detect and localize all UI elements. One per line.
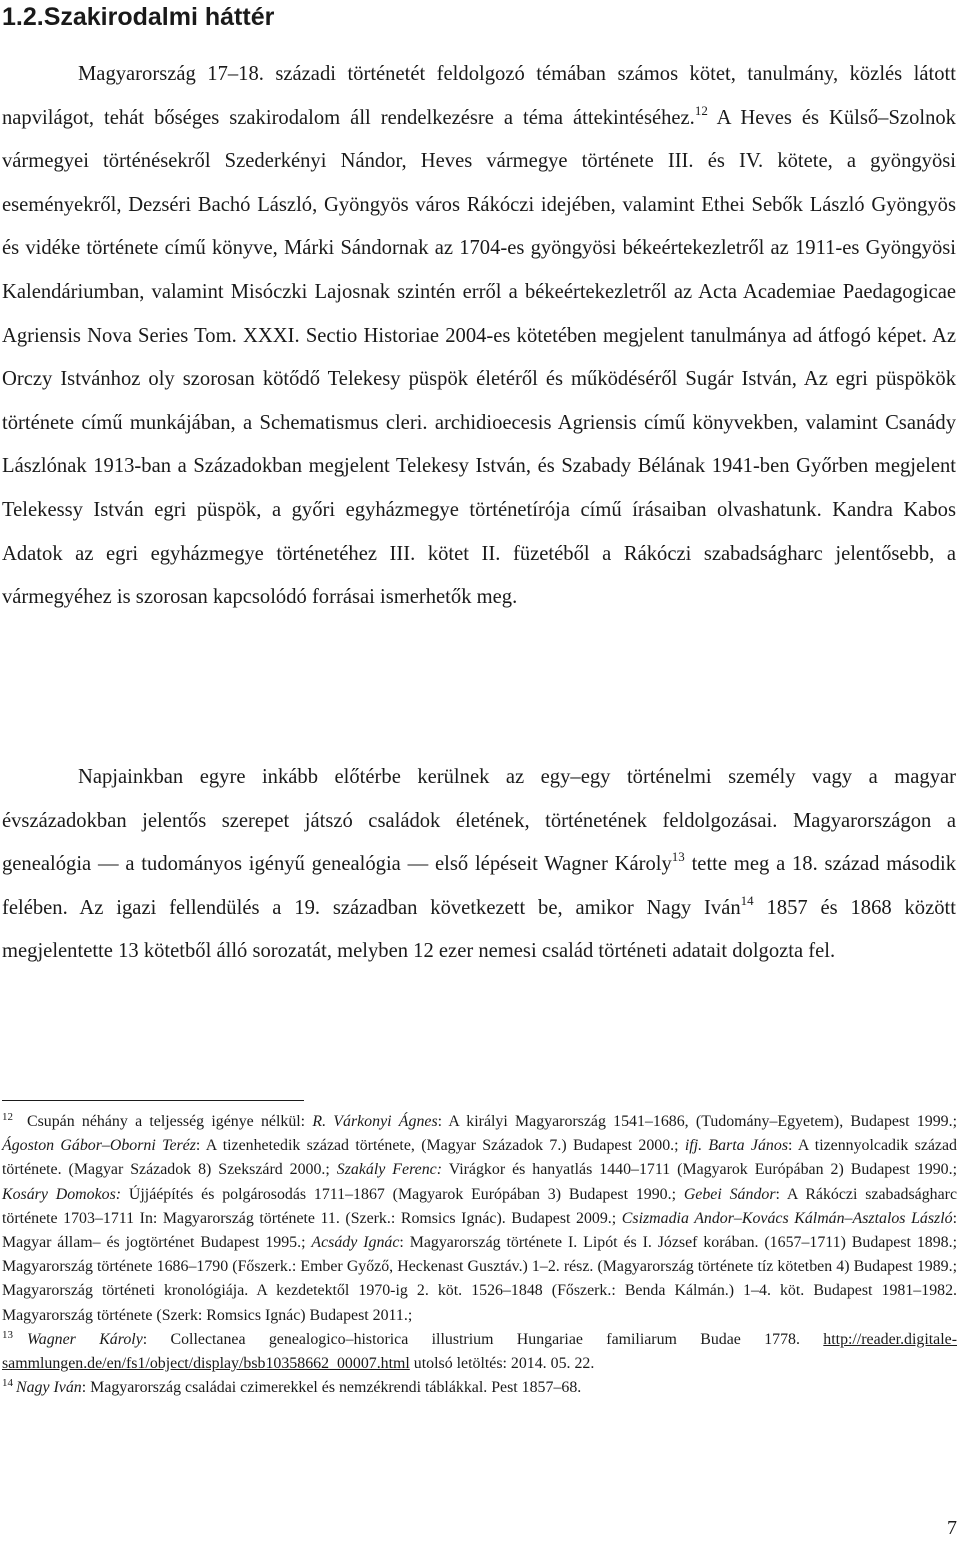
section-title: Szakirodalmi háttér [43,3,275,31]
footnote-author: Csizmadia Andor–Kovács Kálmán–Asztalos László [621,1209,953,1227]
footnote-ref-14[interactable]: 14 [740,892,754,908]
paragraph-text: A Heves és Külső–Szolnok vármegyei történésekről Szederkényi Nándor, Heves vármegye története III. és IV. kötete, a gyöngyösi eseményekről, Dezséri Bachó László, Gyöngyös város Rákóczi idejében, valamint Ethei Sebők László Gyöngyös és vidéke története című könyve, Márki Sándornak az 1704-es gyöngyösi békeértekezletről az 1911-es Gyöngyösi Kalendáriumban, valamint Misóczki Lajosnak szintén erről a békeértekezletről az Acta Academiae Paedagogicae Agriensis Nova Series Tom. XXXI. Sectio Historiae 2004-es kötetében megjelent tanulmánya ad átfogó képet. Az Orczy Istvánhoz oly szorosan kötődő Telekesy püspök életéről és működéséről Sugár István, Az egri püspökök története című munkájában, a Schematismus cleri. archidioecesis Agriensis című könyvekben, valamint Csanády Lászlónak 1913-ban a Századokban megjelent Telekesy István, és Szabady Bélának 1941-ben Győrben megjelent Telekessy István egri püspök, a győri egyházmegye történetírója című írásaiban olvashatunk. Kandra Kabos Adatok az egri egyházmegye történetéhez III. kötet II. füzetéből a Rákóczi szabadságharc jelentősebb, a vármegyéhez is szorosan kapcsolódó forrásai ismerhetők meg. [2,106,956,609]
paragraph-text: Napjainkban egyre inkább előtérbe kerülnek az egy–egy történelmi személy vagy a magyar évszázadokban jelentős szerepet játszó családok életének, történetének feldolgozásai. Magyarországon a genealógia — a tudományos igényű genealógia — első lépéseit Wagner Károly [2,766,956,876]
footnote-author: Ágoston Gábor–Oborni Teréz [2,1137,196,1155]
footnote-mark: 12 [2,1111,13,1123]
footnote-author: Kosáry Domokos: [2,1185,122,1203]
paragraph-genealogy [2,756,956,974]
footnote-text: : Magyarország története I. Lipót és I. József korában. (1657–1711) Budapest 1898.; Magyarország története 1686–1790 (Főszerk.: Ember Győző, Heckenast Gusztáv.) 1–2. rész. (Magyarország története tíz kötetben 4) Budapest 1989.; Magyarország történeti kronológiája. A kezdetektől 1970-ig 2. köt. 1526–1848 (Főszerk.: Benda Kálmán.) 1–4. köt. Budapest 1981–1982. Magyarország története (Szerk: Romsics Ignác) Budapest 2011.; [2,1234,957,1324]
footnote-text: : A tizennyolcadik század története. (Magyar Századok 8) Szekszárd 2000.; [2,1137,957,1179]
footnote-text: : A tizenhetedik század története, (Magyar Századok 7.) Budapest 2000.; [195,1137,685,1155]
footnotes [2,1110,957,1400]
section-heading [2,2,274,32]
paragraph-text: 1857 és 1868 között megjelentette 13 kötetből álló sorozatát, melyben 12 ezer nemesi család történeti adatait dolgozta fel. [2,896,956,963]
footnote-text: : A Rákóczi szabadságharc története 1703–1711 In: Magyarország története 11. (Szerk.: Romsics Ignác). Budapest 2009.; [2,1185,957,1227]
source-link[interactable]: http://reader.digitale-sammlungen.de/en/fs1/object/display/bsb10358662_00007.html [2,1330,957,1373]
paragraph-text: Magyarország 17–18. századi történetét feldolgozó témában számos kötet, tanulmány, közlés látott napvilágot, tehát bőséges szakirodalom áll rendelkezésre a téma áttekintéséhez. [2,63,956,129]
footnote-text: : Magyarország családai czimerekkel és nemzékrendi táblákkal. Pest 1857–68. [81,1379,582,1397]
paragraph-literature [2,53,956,620]
footnote-author: Szakály Ferenc: [336,1161,443,1179]
footnote-text: Újjáépítés és polgárosodás 1711–1867 (Magyarok Európában 3) Budapest 1990.; [121,1185,684,1203]
paragraph-text: tette meg a 18. század második felében. Az igazi fellendülés a 19. században következett be, amikor Nagy Iván [2,853,957,919]
footnote-author: Wagner Károly [27,1330,143,1348]
footnote-author: Nagy Iván [16,1379,82,1397]
footnote-author: Gebei Sándor [683,1185,776,1203]
footnote-text: : Magyar állam– és jogtörténet Budapest 1995.; [2,1209,958,1252]
footnote-separator [2,1100,304,1101]
section-number: 1.2. [2,3,44,31]
footnote-14 [2,1376,957,1400]
footnote-text: : Collectanea genealogico–historica illustrium Hungariae familiarum Budae 1778. [142,1330,824,1348]
footnote-text: : A királyi Magyarország 1541–1686, (Tudomány–Egyetem), Budapest 1999.; [437,1113,957,1130]
footnote-mark: 14 [2,1377,13,1390]
footnote-ref-13[interactable]: 13 [671,849,685,865]
footnote-author: R. Várkonyi Ágnes [312,1113,438,1130]
footnote-mark: 13 [2,1328,13,1341]
footnote-13 [2,1328,957,1376]
footnote-text: Virágkor és hanyatlás 1440–1711 (Magyarok Európában 2) Budapest 1990.; [442,1161,958,1179]
footnote-ref-12[interactable]: 12 [694,102,708,118]
footnote-author: ifj. Barta János [684,1137,789,1155]
footnote-text: utolsó letöltés: 2014. 05. 22. [409,1355,595,1373]
footnote-text: Csupán néhány a teljesség igénye nélkül: [27,1113,313,1130]
footnote-12 [2,1110,957,1328]
page-number: 7 [947,1517,957,1539]
footnote-author: Acsády Ignác [311,1234,400,1252]
